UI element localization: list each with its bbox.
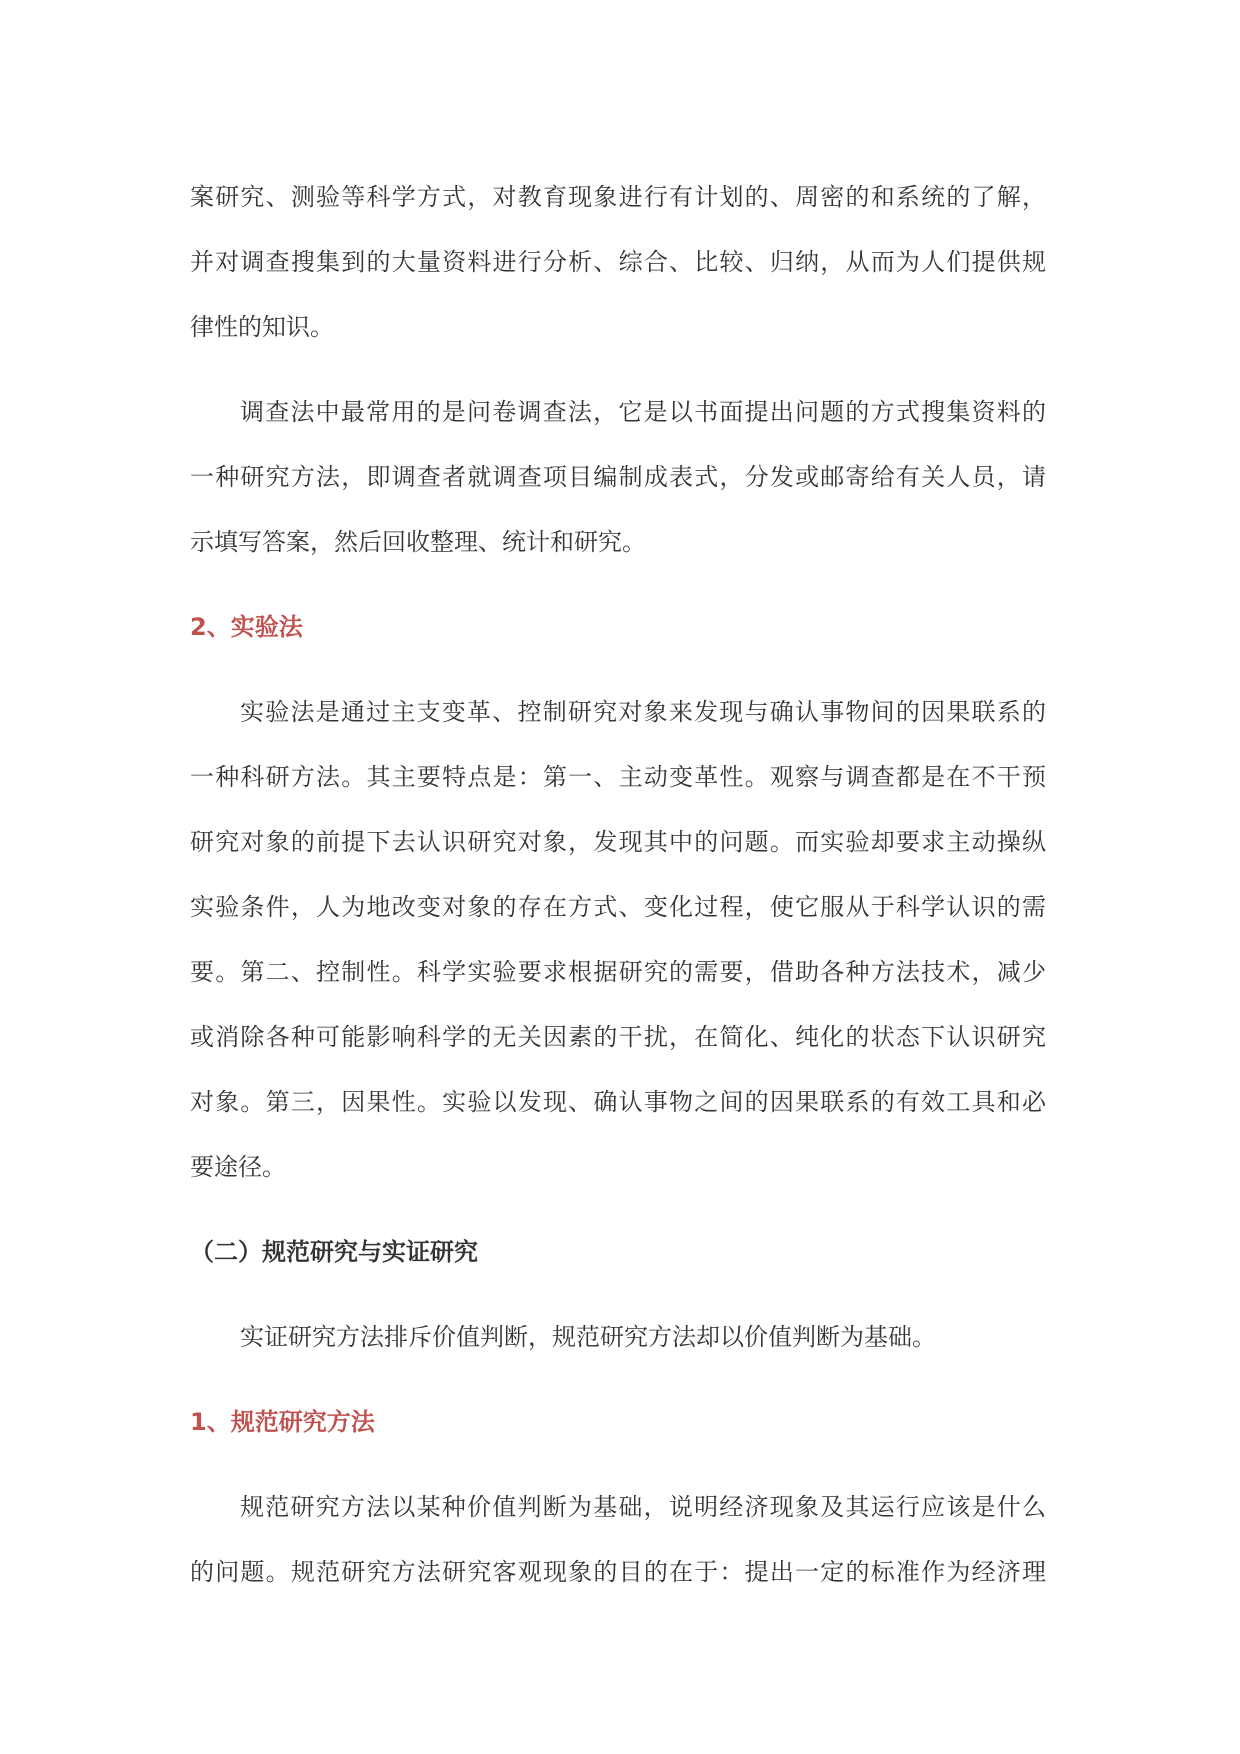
text-line: 示填写答案，然后回收整理、统计和研究。: [190, 528, 646, 556]
text-line: 或消除各种可能影响科学的无关因素的干扰，在简化、纯化的状态下认识研究: [190, 1023, 1046, 1051]
paragraph-normative-method: [190, 1475, 1046, 1605]
document-body: [190, 165, 1046, 1625]
text-line: 实验法是通过主支变革、控制研究对象来发现与确认事物间的因果联系的: [240, 698, 1046, 726]
text-line: 研究对象的前提下去认识研究对象，发现其中的问题。而实验却要求主动操纵: [190, 828, 1046, 856]
paragraph-normative-vs-empirical: [190, 1305, 1046, 1370]
text-line: 并对调查搜集到的大量资料进行分析、综合、比较、归纳，从而为人们提供规: [190, 248, 1046, 276]
text-line: 规范研究方法以某种价值判断为基础，说明经济现象及其运行应该是什么: [240, 1493, 1046, 1521]
section-heading-experiment: 2、实验法: [190, 613, 303, 641]
text-line: 实证研究方法排斥价值判断，规范研究方法却以价值判断为基础。: [240, 1323, 936, 1351]
text-line: 要。第二、控制性。科学实验要求根据研究的需要，借助各种方法技术，减少: [190, 958, 1046, 986]
text-line: 一种研究方法，即调查者就调查项目编制成表式，分发或邮寄给有关人员，请: [190, 463, 1046, 491]
text-line: 一种科研方法。其主要特点是：第一、主动变革性。观察与调查都是在不干预: [190, 763, 1046, 791]
text-line: 要途径。: [190, 1153, 286, 1181]
section-heading-normative-empirical: （二）规范研究与实证研究: [190, 1238, 478, 1266]
text-line: 调查法中最常用的是问卷调查法，它是以书面提出问题的方式搜集资料的: [240, 398, 1046, 426]
text-line: 律性的知识。: [190, 313, 334, 341]
text-line: 的问题。规范研究方法研究客观现象的目的在于：提出一定的标准作为经济理: [190, 1558, 1046, 1586]
paragraph-survey-definition: [190, 165, 1046, 360]
text-line: 案研究、测验等科学方式，对教育现象进行有计划的、周密的和系统的了解，: [190, 183, 1046, 211]
text-line: 实验条件，人为地改变对象的存在方式、变化过程，使它服从于科学认识的需: [190, 893, 1046, 921]
paragraph-experiment-method: [190, 680, 1046, 1200]
section-heading-normative-method: 1、规范研究方法: [190, 1408, 375, 1436]
paragraph-questionnaire: [190, 380, 1046, 575]
text-line: 对象。第三，因果性。实验以发现、确认事物之间的因果联系的有效工具和必: [190, 1088, 1046, 1116]
